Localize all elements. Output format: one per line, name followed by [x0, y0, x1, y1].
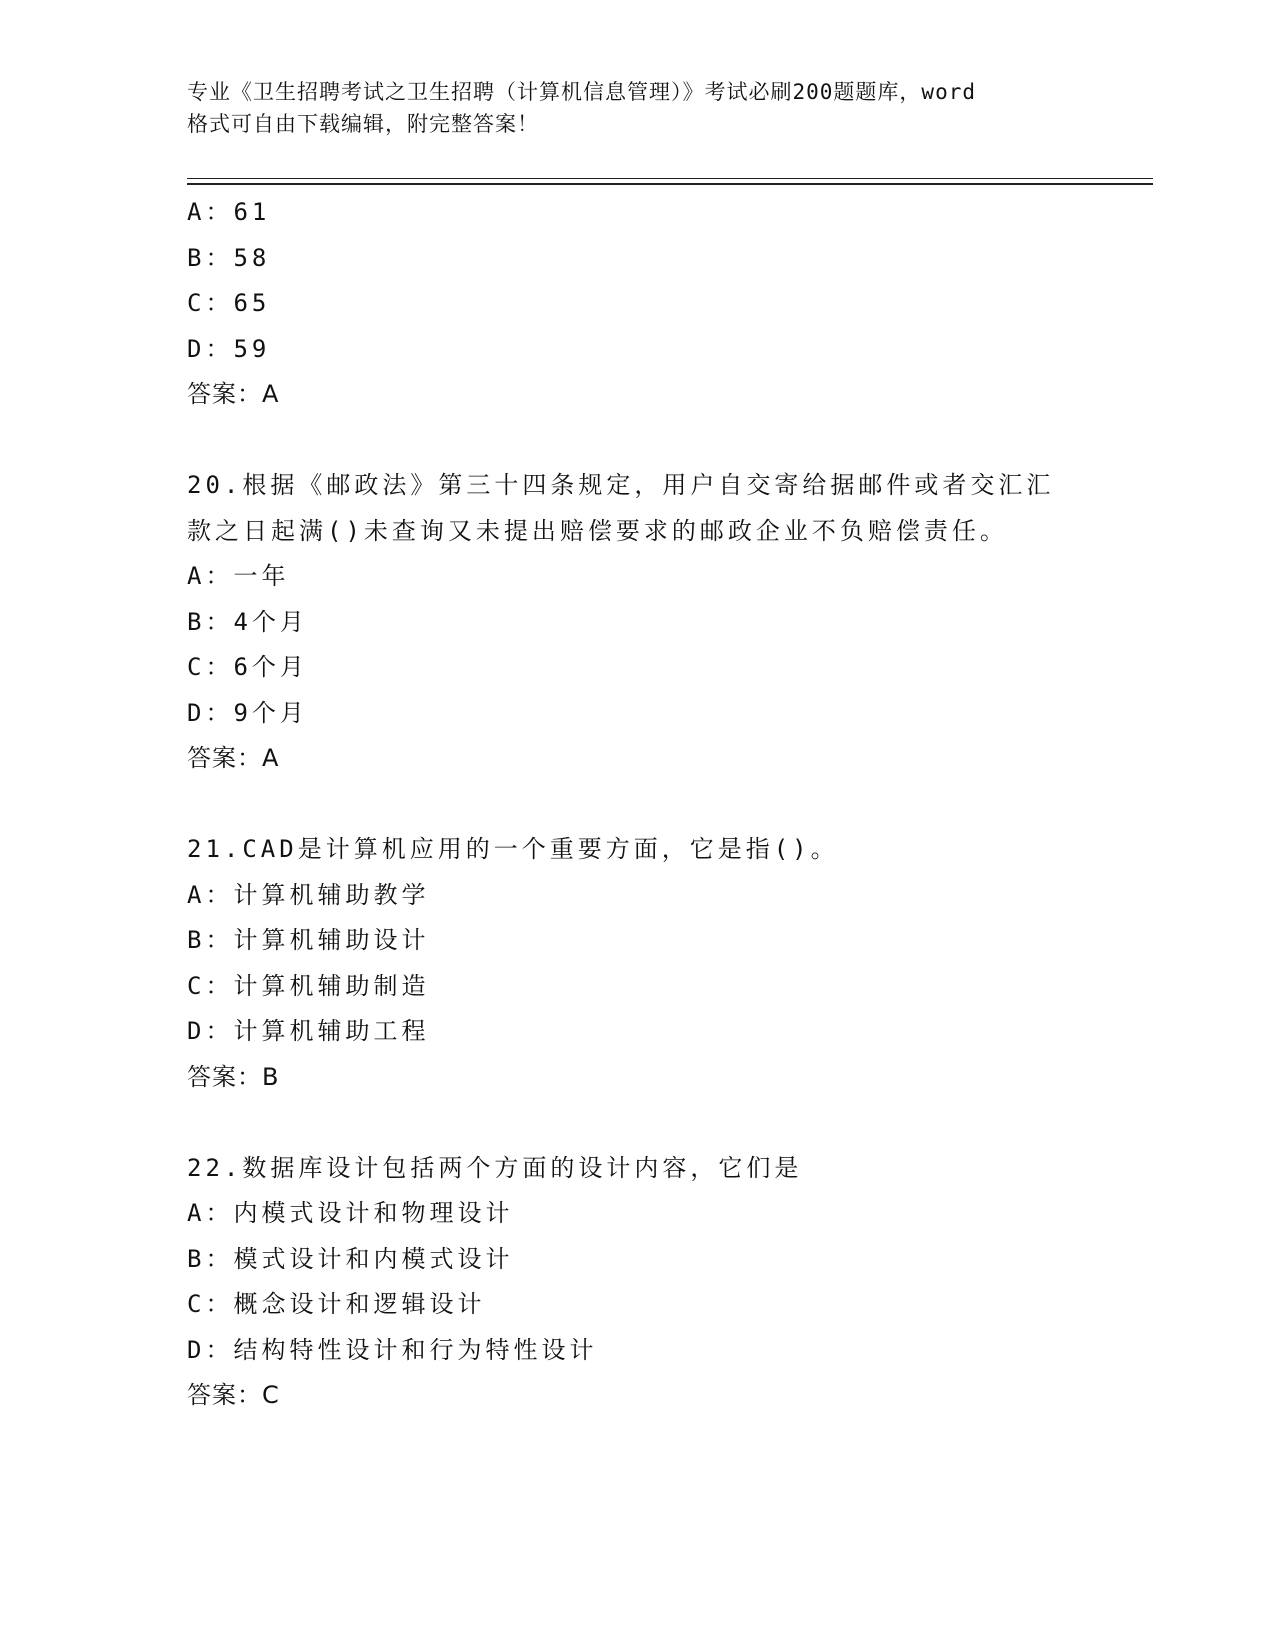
option-c: C：6个月: [187, 653, 308, 681]
option-d: D：59: [187, 334, 271, 363]
option-c: C：概念设计和逻辑设计: [187, 1290, 486, 1318]
option-c: C：计算机辅助制造: [187, 971, 430, 1000]
question-19-continued: [187, 190, 1147, 418]
option-b: B：模式设计和内模式设计: [187, 1244, 514, 1273]
header-title-line-2: 格式可自由下载编辑，附完整答案！: [187, 112, 539, 136]
question-stem: 22.数据库设计包括两个方面的设计内容，它们是: [187, 1153, 803, 1182]
answer-line: 答案：C: [187, 1381, 280, 1409]
option-b: B：58: [187, 243, 271, 272]
question-22: [187, 1146, 1147, 1419]
header-title-line-1: 专业《卫生招聘考试之卫生招聘（计算机信息管理）》考试必刷200题题库，word: [187, 80, 976, 104]
header-divider-thin: [187, 178, 1153, 179]
question-20: [187, 463, 1147, 782]
option-c: C：65: [187, 289, 271, 317]
option-b: B：计算机辅助设计: [187, 926, 430, 954]
option-d: D：计算机辅助工程: [187, 1017, 430, 1045]
option-a: A：计算机辅助教学: [187, 880, 430, 909]
question-21: [187, 827, 1147, 1100]
option-d: D：9个月: [187, 698, 308, 727]
question-stem-line-1: 20.根据《邮政法》第三十四条规定，用户自交寄给据邮件或者交汇汇: [187, 471, 1055, 499]
option-d: D：结构特性设计和行为特性设计: [187, 1335, 598, 1364]
question-stem: 21.CAD是计算机应用的一个重要方面，它是指()。: [187, 835, 839, 863]
question-stem-line-2: 款之日起满()未查询又未提出赔偿要求的邮政企业不负赔偿责任。: [187, 516, 1008, 545]
answer-line: 答案：A: [187, 380, 280, 408]
header-divider-thick: [187, 183, 1153, 185]
answer-line: 答案：A: [187, 744, 280, 772]
option-a: A：一年: [187, 562, 290, 590]
answer-line: 答案：B: [187, 1062, 280, 1091]
document-header: [187, 76, 1087, 140]
question-list: [187, 190, 1147, 1464]
option-a: A：61: [187, 198, 271, 226]
option-b: B：4个月: [187, 607, 308, 636]
option-a: A：内模式设计和物理设计: [187, 1199, 514, 1227]
